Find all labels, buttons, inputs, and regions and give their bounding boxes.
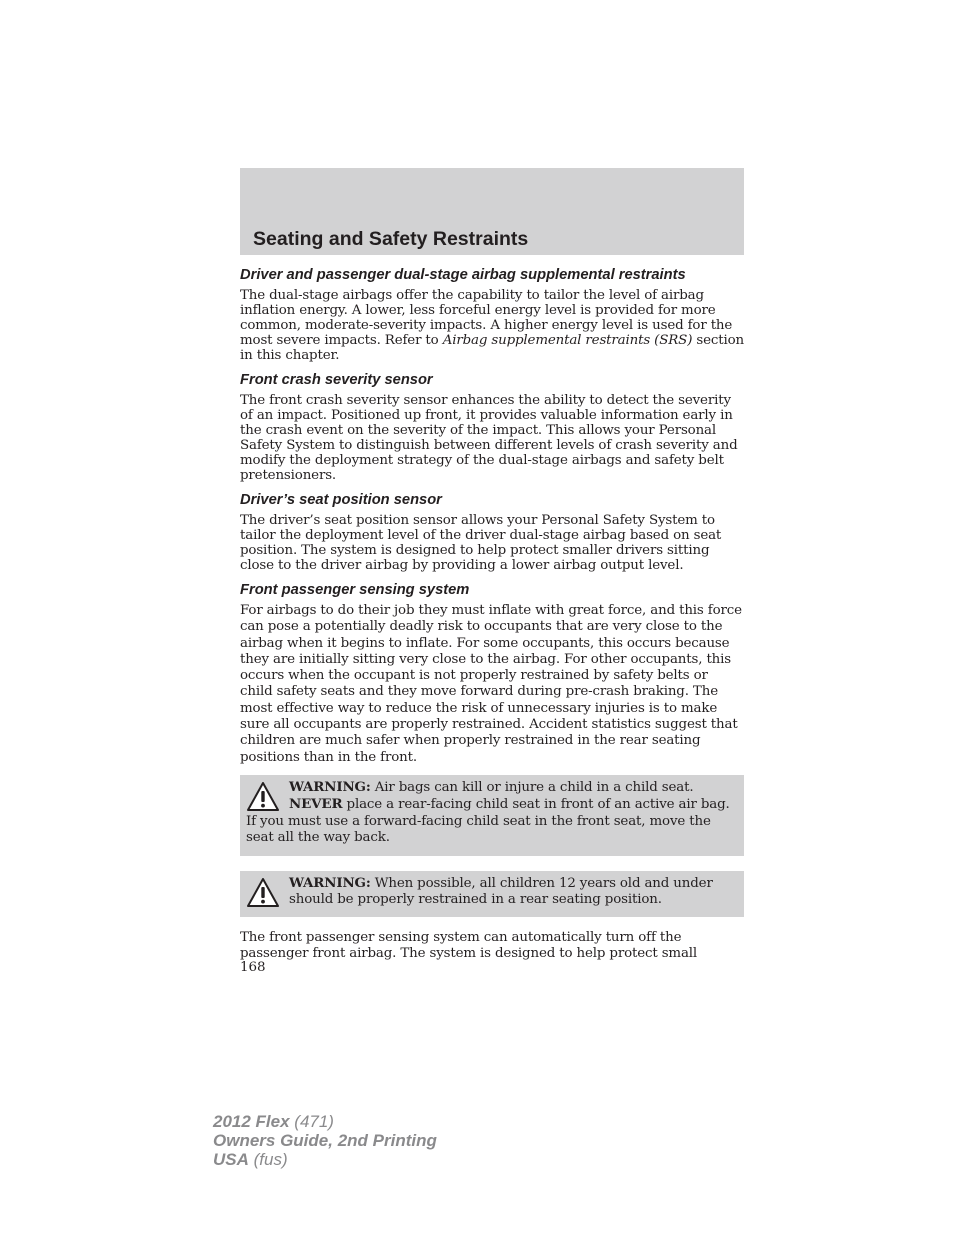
- footer-line-region: [213, 1150, 437, 1169]
- footer-region: USA: [213, 1150, 249, 1169]
- section-body-crash-severity-sensor: The front crash severity sensor enhances the ability to detect the severity of an impact. Positioned up front, it provides valuable information early in the crash event on the severity of the impact. This allows your Personal Safety System to distinguish between different levels of crash severity and modify the deployment strategy of the dual-stage airbags and safety belt pretensioners.: [240, 393, 738, 483]
- section-heading-dual-stage-airbag: Driver and passenger dual-stage airbag supplemental restraints: [240, 267, 686, 283]
- chapter-title: Seating and Safety Restraints: [253, 228, 529, 250]
- body-text: section in this chapter.: [240, 333, 744, 363]
- warning-triangle-icon: [246, 877, 280, 909]
- warning-emphasis: NEVER: [289, 796, 343, 813]
- chapter-header-band: [240, 168, 744, 255]
- section-body-dual-stage-airbag: [240, 288, 744, 363]
- section-body-passenger-sensing: For airbags to do their job they must inflate with great force, and this force can pose a potentially deadly risk to occupants that are very close to the airbag when it begins to inflate. For some occupants, this occurs because they are initially sitting very close to the airbag. For other occupants, this occurs when the occupant is not properly restrained by safety belts or child safety seats and they move forward during pre-crash braking. The most effective way to reduce the risk of unnecessary injuries is to make sure all occupants are properly restrained. Accident statistics suggest that children are much safer when properly restrained in the rear seating positions than in the front.: [240, 603, 742, 765]
- warning-box-child-seat: [240, 775, 744, 856]
- section-body-seat-position-sensor: The driver’s seat position sensor allows your Personal Safety System to tailor the deployment level of the driver dual-stage airbag based on seat position. The system is designed to help protect smaller drivers sitting close to the driver airbag by providing a lower airbag output level.: [240, 513, 722, 573]
- footer-line-guide: Owners Guide, 2nd Printing: [213, 1131, 437, 1150]
- warning-text: place a rear-facing child seat in front of an active air bag. If you must use a forward-facing child seat in the front seat, move the seat all the way back.: [246, 797, 730, 846]
- warning-triangle-icon: [246, 781, 280, 813]
- warning-text: When possible, all children 12 years old and under should be properly restrained in a rear seating position.: [289, 875, 713, 908]
- section-heading-passenger-sensing: Front passenger sensing system: [240, 582, 470, 598]
- footer-region-code: (fus): [248, 1150, 288, 1169]
- body-text: The dual-stage airbags offer the capability to tailor the level of airbag inflation energy. A lower, less forceful energy level is provided for more common, moderate-severity impacts. A higher energy level is used for the most severe impacts. Refer to: [240, 288, 733, 348]
- section-body-passenger-sensing-continued: The front passenger sensing system can automatically turn off the passenger front airbag. The system is designed to help protect small: [240, 929, 698, 962]
- page-content: [240, 266, 744, 971]
- warning-box-rear-seating: [240, 871, 744, 917]
- footer-line-model: [213, 1112, 437, 1131]
- section-heading-seat-position-sensor: Driver’s seat position sensor: [240, 492, 442, 508]
- footer-model: 2012 Flex: [213, 1112, 290, 1131]
- warning-label: WARNING:: [289, 778, 371, 795]
- warning-text: Air bags can kill or injure a child in a child seat.: [370, 779, 694, 795]
- section-heading-crash-severity-sensor: Front crash severity sensor: [240, 372, 433, 388]
- footer-model-code: (471): [289, 1112, 334, 1131]
- document-footer: [213, 1112, 437, 1169]
- warning-label: WARNING:: [289, 874, 371, 891]
- cross-reference-srs: Airbag supplemental restraints (SRS): [442, 333, 693, 348]
- page-number: 168: [240, 960, 266, 975]
